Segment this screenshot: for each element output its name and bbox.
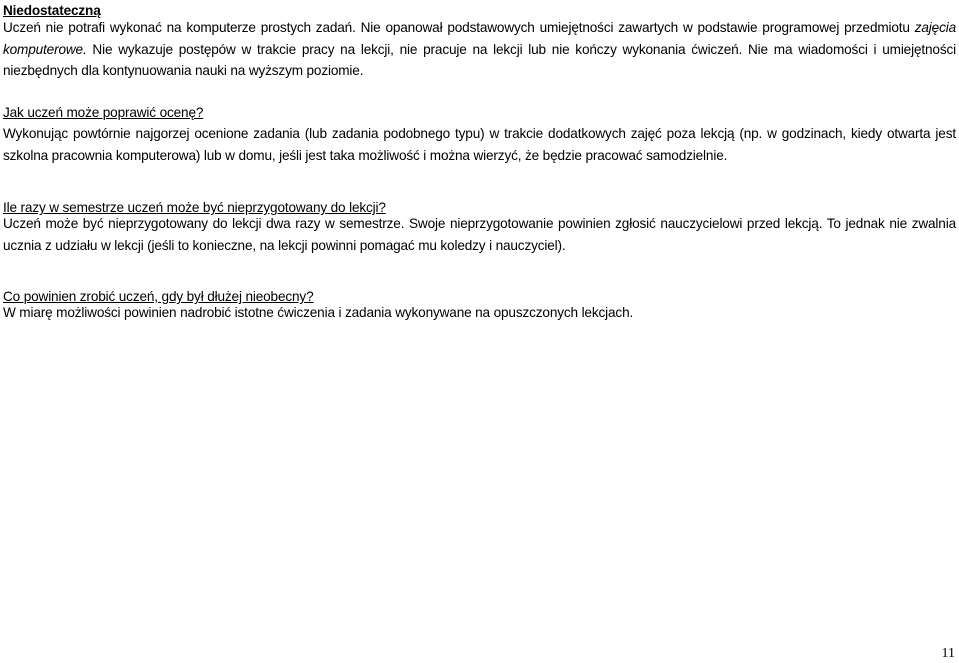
absence-answer: W miarę możliwości powinien nadrobić istotne ćwiczenia i zadania wykonywane na opuszczonych lekcjach. [3, 305, 634, 320]
grade-description-part2: Nie wykazuje postępów w trakcie pracy na lekcji, nie pracuje na lekcji lub nie kończy wykonania ćwiczeń. Nie ma wiadomości i umiejętności niezbędnych dla kontynuowania nauki na wyższym poziomie. [3, 41, 956, 79]
improve-question [3, 102, 956, 124]
unprepared-answer: Uczeń może być nieprzygotowany do lekcji dwa razy w semestrze. Swoje nieprzygotowanie powinien zgłosić nauczycielowi przed lekcją. To jednak nie zwalnia ucznia z udziału w lekcji (jeśli to konieczne, na lekcji powinni pomagać mu koledzy i nauczyciel). [3, 216, 956, 253]
improve-question-text: Jak uczeń może poprawić ocenę? [3, 105, 204, 120]
grade-description [3, 17, 956, 82]
subject-name: zajęcia komputerowe. [3, 20, 956, 57]
grade-heading-text: Niedostateczną [3, 3, 101, 18]
absence-question-text: Co powinien zrobić uczeń, gdy był dłużej nieobecny? [3, 289, 314, 304]
page-number: 11 [941, 646, 955, 661]
unprepared-question-text: Ile razy w semestrze uczeń może być nieprzygotowany do lekcji? [3, 200, 386, 215]
improve-answer: Wykonując powtórnie najgorzej ocenione zadania (lub zadania podobnego typu) w trakcie dodatkowych zajęć poza lekcją (np. w godzinach, kiedy otwarta jest szkolna pracownia komputerowa) lub w domu, jeśli jest taka możliwość i można wierzyć, że będzie pracować samodzielnie. [3, 126, 956, 163]
grade-description-part1: Uczeń nie potrafi wykonać na komputerze prostych zadań. Nie opanował podstawowych umiejętności zawartych w podstawie programowej przedmiotu [3, 20, 915, 35]
